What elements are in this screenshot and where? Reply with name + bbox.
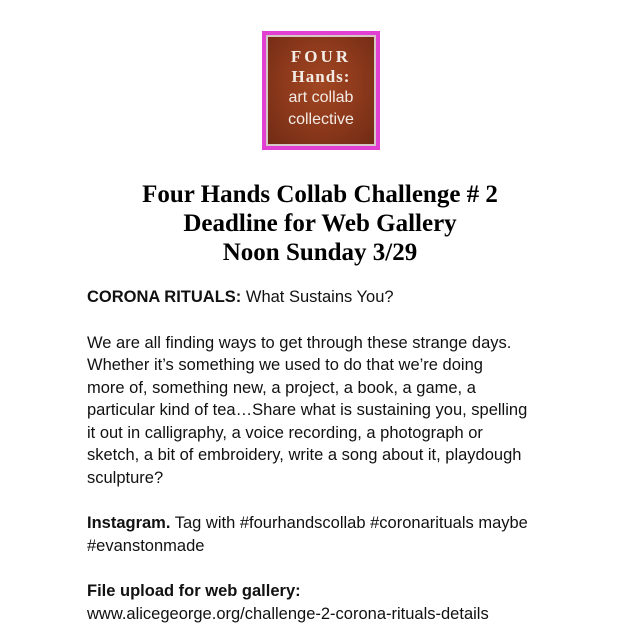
theme-text: What Sustains You? (241, 288, 394, 306)
description-line: Whether it’s something we used to do that we’re doing (87, 356, 483, 374)
instagram-text: Tag with #fourhandscollab #coronarituals maybe (170, 514, 528, 532)
instagram-hashtag: #evanstonmade (87, 536, 205, 555)
upload-label-text: File upload for web gallery: (87, 582, 301, 600)
description-line: it out in calligraphy, a voice recording, a photograph or (87, 423, 483, 442)
description-line: We are all finding ways to get through these strange days. (87, 333, 512, 352)
four-hands-logo (262, 31, 380, 150)
description-line: sculpture? (87, 468, 164, 487)
theme-line (87, 286, 627, 309)
logo-text-line: Hands: (291, 67, 351, 86)
announcement-body (87, 286, 627, 625)
instagram-line (87, 512, 627, 535)
headline-deadline-date: Noon Sunday 3/29 (222, 239, 418, 266)
upload-label (87, 580, 627, 603)
description-paragraph (87, 332, 627, 490)
challenge-headline (0, 180, 640, 267)
headline-title: Four Hands Collab Challenge # 2 (142, 181, 498, 208)
logo-text-line: collective (288, 111, 354, 128)
logo-text-line: art collab (288, 89, 354, 106)
instagram-paragraph (87, 512, 627, 557)
instagram-label: Instagram. (87, 514, 171, 532)
description-line: more of, something new, a project, a book, a game, a (87, 378, 476, 397)
headline-deadline-label: Deadline for Web Gallery (183, 210, 457, 237)
upload-paragraph (87, 580, 627, 625)
upload-url: www.alicegeorge.org/challenge-2-corona-rituals-details (87, 604, 489, 623)
logo-text-line: FOUR (290, 47, 352, 66)
description-line: sketch, a bit of embroidery, write a song about it, playdough (87, 446, 522, 464)
theme-label: CORONA RITUALS: (87, 288, 242, 306)
description-line: particular kind of tea…Share what is sustaining you, spelling (87, 401, 528, 419)
